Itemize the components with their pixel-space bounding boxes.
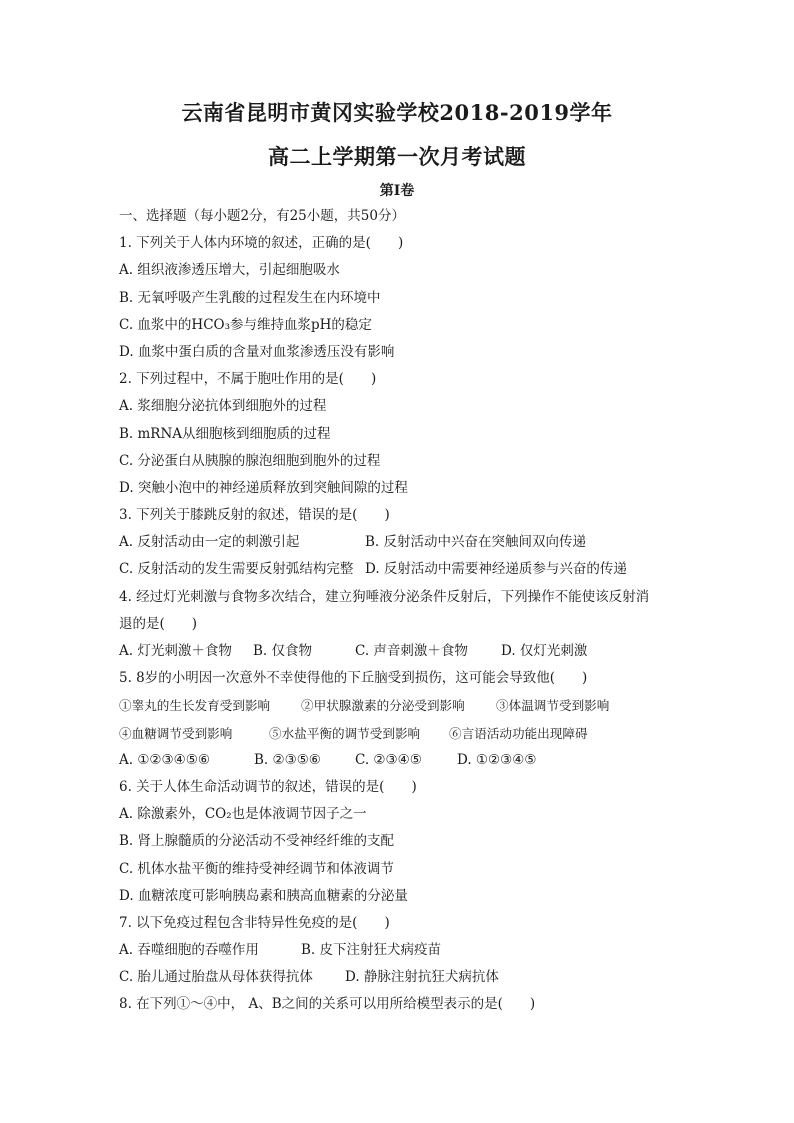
question-1-option-c: C. 血浆中的HCO₃参与维持血浆pH的稳定: [119, 316, 372, 333]
question-5-options: [119, 747, 679, 774]
question-5-option-c: C. ②③④⑤: [355, 751, 422, 768]
question-7-option-a: A. 吞噬细胞的吞噬作用: [119, 942, 259, 959]
question-6-option-b: B. 肾上腺髓质的分泌活动不受神经纤维的支配: [119, 833, 395, 850]
question-1-option-d: D. 血浆中蛋白质的含量对血浆渗透压没有影响: [119, 343, 395, 360]
question-5-statement-6: ⑥言语活动功能出现障碍: [449, 725, 588, 741]
question-5-statement-4: ④血糖调节受到影响: [119, 725, 233, 741]
question-5-option-a: A. ①②③④⑤⑥: [119, 751, 210, 768]
question-4-options: [119, 638, 679, 665]
question-5-statement-2: ②甲状腺激素的分泌受到影响: [301, 698, 465, 714]
question-3-option-d: D. 反射活动中需要神经递质参与兴奋的传递: [365, 561, 627, 578]
question-4-stem-line2: 退的是( ): [119, 615, 198, 632]
question-7-option-b: B. 皮下注射狂犬病疫苗: [301, 942, 442, 959]
exam-title-line2: 高二上学期第一次月考试题: [268, 144, 526, 169]
question-5-option-b: B. ②③⑤⑥: [254, 751, 321, 768]
question-3-option-c: C. 反射活动的发生需要反射弧结构完整: [119, 561, 354, 578]
question-5-statement-5: ⑤水盐平衡的调节受到影响: [269, 725, 421, 741]
question-6-option-a: A. 除激素外，CO₂也是体液调节因子之一: [119, 806, 367, 823]
question-5-statements-row2: [119, 720, 679, 747]
question-5-statement-1: ①睾丸的生长发育受到影响: [119, 698, 271, 714]
question-3-options-row2: [119, 556, 679, 583]
question-3-option-a: A. 反射活动由一定的刺激引起: [119, 534, 300, 551]
question-5-statement-3: ③体温调节受到影响: [496, 698, 610, 714]
question-6-option-c: C. 机体水盐平衡的维持受神经调节和体液调节: [119, 860, 394, 877]
question-8-stem: 8. 在下列①～④中， A、B之间的关系可以用所给模型表示的是( ): [119, 996, 536, 1013]
question-2-stem: 2. 下列过程中，不属于胞吐作用的是( ): [119, 371, 377, 388]
question-list: [119, 203, 679, 1019]
question-6-option-d: D. 血糖浓度可影响胰岛素和胰高血糖素的分泌量: [119, 887, 408, 904]
part-heading: 一、选择题（每小题2分，有25小题，共50分）: [119, 208, 405, 224]
question-1-stem: 1. 下列关于人体内环境的叙述，正确的是( ): [119, 235, 404, 252]
question-7-options-row2: [119, 964, 679, 991]
question-4-option-a: A. 灯光刺激＋食物: [119, 643, 232, 659]
question-2-option-d: D. 突触小泡中的神经递质释放到突触间隙的过程: [119, 479, 408, 496]
question-7-options-row1: [119, 937, 679, 964]
question-3-option-b: B. 反射活动中兴奋在突触间双向传递: [365, 534, 587, 551]
section-label: 第Ⅰ卷: [379, 183, 415, 199]
question-1-option-b: B. 无氧呼吸产生乳酸的过程发生在内环境中: [119, 289, 381, 306]
question-7-stem: 7. 以下免疫过程包含非特异性免疫的是( ): [119, 914, 390, 931]
question-3-stem: 3. 下列关于膝跳反射的叙述，错误的是( ): [119, 507, 390, 524]
question-7-option-c: C. 胎儿通过胎盘从母体获得抗体: [119, 969, 313, 986]
question-4-option-d: D. 仅灯光刺激: [501, 643, 588, 659]
question-2-option-b: B. mRNA从细胞核到细胞质的过程: [119, 425, 331, 442]
question-7-option-d: D. 静脉注射抗狂犬病抗体: [345, 969, 499, 986]
question-5-option-d: D. ①②③④⑤: [457, 751, 537, 768]
question-2-option-a: A. 浆细胞分泌抗体到细胞外的过程: [119, 398, 327, 415]
question-4-stem-line1: 4. 经过灯光刺激与食物多次结合，建立狗唾液分泌条件反射后，下列操作不能使该反射消: [119, 588, 650, 605]
exam-title-line1: 云南省昆明市黄冈实验学校2018-2019学年: [181, 100, 613, 125]
question-5-statements-row1: [119, 692, 679, 719]
question-3-options-row1: [119, 529, 679, 556]
question-6-stem: 6. 关于人体生命活动调节的叙述，错误的是( ): [119, 778, 417, 795]
question-2-option-c: C. 分泌蛋白从胰腺的腺泡细胞到胞外的过程: [119, 452, 381, 469]
question-4-option-c: C. 声音刺激＋食物: [355, 643, 468, 659]
question-5-stem: 5. 8岁的小明因一次意外不幸使得他的下丘脑受到损伤，这可能会导致他( ): [119, 670, 588, 687]
question-4-option-b: B. 仅食物: [253, 643, 313, 659]
question-1-option-a: A. 组织液渗透压增大，引起细胞吸水: [119, 262, 340, 279]
